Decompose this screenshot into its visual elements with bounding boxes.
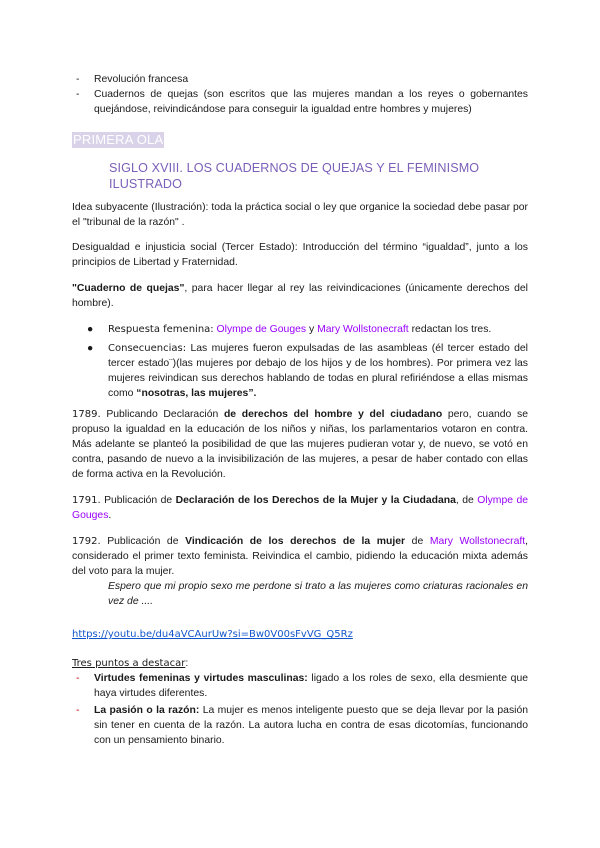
list-item: - Cuadernos de quejas (son escritos que las mujeres mandan a los reyes o gobernantes quejándose, reivindicándose para conseguir la igualdad entre hombres y mujeres) <box>76 89 528 115</box>
video-link-row <box>72 627 528 642</box>
consecuencias-text: Las mujeres fueron expulsadas de las asambleas (él tercer estado del tercer estado¨)(las mujeres por debajo de los hijos y de los hombres). Por primera vez las mujeres reivindican sus derechos hablando de todas en plural refiriéndose a ellas mismas como <box>108 343 528 399</box>
consecuencias-label: Consecuencias: <box>108 343 187 354</box>
quote: Espero que mi propio sexo me perdone si trato a las mujeres como criaturas racionales en vez de .... <box>108 581 528 607</box>
list-item: - La pasión o la razón: La mujer es menos inteligente puesto que se deja llevar por la pasión sin tener en cuenta de la razón. La autora lucha en contra de esas dicotomías, funcionando con un pensamiento binario. <box>76 705 529 746</box>
tres-puntos-list <box>72 671 528 748</box>
section-heading: PRIMERA OLA <box>73 132 164 147</box>
paragraph-desigualdad: Desigualdad e injusticia social (Tercer Estado): Introducción del término “igualdad”, junto a los principios de Libertad y Fraternidad. <box>72 242 528 268</box>
year-label: 1792. <box>72 536 101 547</box>
dash-icon: - <box>76 705 80 716</box>
bullet-icon: ● <box>87 343 94 354</box>
tres-puntos-title-row: Tres puntos a destacar: <box>72 658 189 669</box>
list-item <box>72 341 528 401</box>
video-link[interactable]: https://youtu.be/du4aVCAurUw?si=Bw0V00sFvVG_Q5Rz <box>72 629 353 640</box>
cuaderno-bold: "Cuaderno de quejas" <box>72 283 185 294</box>
cuaderno-text: , para hacer llegar al rey las reivindicaciones (únicamente derechos del hombre). <box>72 283 528 309</box>
bullet-list <box>72 322 528 401</box>
intro-item-text: Revolución francesa <box>94 74 189 85</box>
author-link[interactable]: Mary Wollstonecraft <box>429 536 526 547</box>
dash-icon: - <box>76 673 80 684</box>
bullet-icon: ● <box>87 324 94 335</box>
list-item: - Virtudes femeninas y virtudes masculinas: ligado a los roles de sexo, ella desmiente que haya virtudes diferentes. <box>76 673 528 699</box>
author-link[interactable]: Mary Wollstonecraft <box>317 324 409 335</box>
list-item: - Revolución francesa <box>76 74 189 85</box>
author-link[interactable]: Olympe de Gouges <box>216 324 307 335</box>
paragraph-cuaderno <box>72 281 528 311</box>
year-label: 1789. <box>72 409 101 420</box>
paragraph-1791: 1791. Publicación de Declaración de los Derechos de la Mujer y la Ciudadana, de Olympe de Gouges. <box>72 495 529 521</box>
paragraph-idea: Idea subyacente (Ilustración): toda la práctica social o ley que organice la sociedad debe pasar por el "tribunal de la razón" . <box>72 202 528 228</box>
respuesta-label: Respuesta femenina: <box>108 324 214 335</box>
year-label: 1791. <box>72 495 101 506</box>
author-link[interactable]: Olympe de Gouges <box>72 495 529 521</box>
list-item: ● Respuesta femenina: Olympe de Gouges y Mary Wollstonecraft redactan los tres. <box>87 324 492 335</box>
section-subtitle: SIGLO XVIII. LOS CUADERNOS DE QUEJAS Y EL FEMINISMO ILUSTRADO <box>109 161 480 191</box>
paragraph-1789: 1789. Publicando Declaración de derechos del hombre y del ciudadano pero, cuando se propuso la igualdad en la educación de los niños y niñas, los parlamentarios votaron en contra. Más adelante se planteó la posibilidad de que las mujeres pudieran votar y, de nuevo, se votó en contra, pasando de nuevo a la invisibilización de las mujeres, a pesar de haber contado con ellas de forma activa en la Revolución. <box>72 409 528 480</box>
intro-item-text: Cuadernos de quejas (son escritos que las mujeres mandan a los reyes o gobernantes quejándose, reivindicándose para conseguir la igualdad entre hombres y mujeres) <box>94 89 528 115</box>
consecuencias-bold: “nosotras, las mujeres”. <box>136 388 257 399</box>
paragraph-1792: 1792. Publicación de Vindicación de los derechos de la mujer de Mary Wollstonecraft, considerado el primer texto feminista. Reivindica el cambio, pidiendo la educación mixta además del voto para la mujer. Espero que mi propio sexo me perdone si trato a las mujeres como criaturas racionales en vez de .... <box>72 536 529 607</box>
intro-list <box>72 72 528 117</box>
tres-puntos-title: Tres puntos a destacar <box>72 658 186 669</box>
